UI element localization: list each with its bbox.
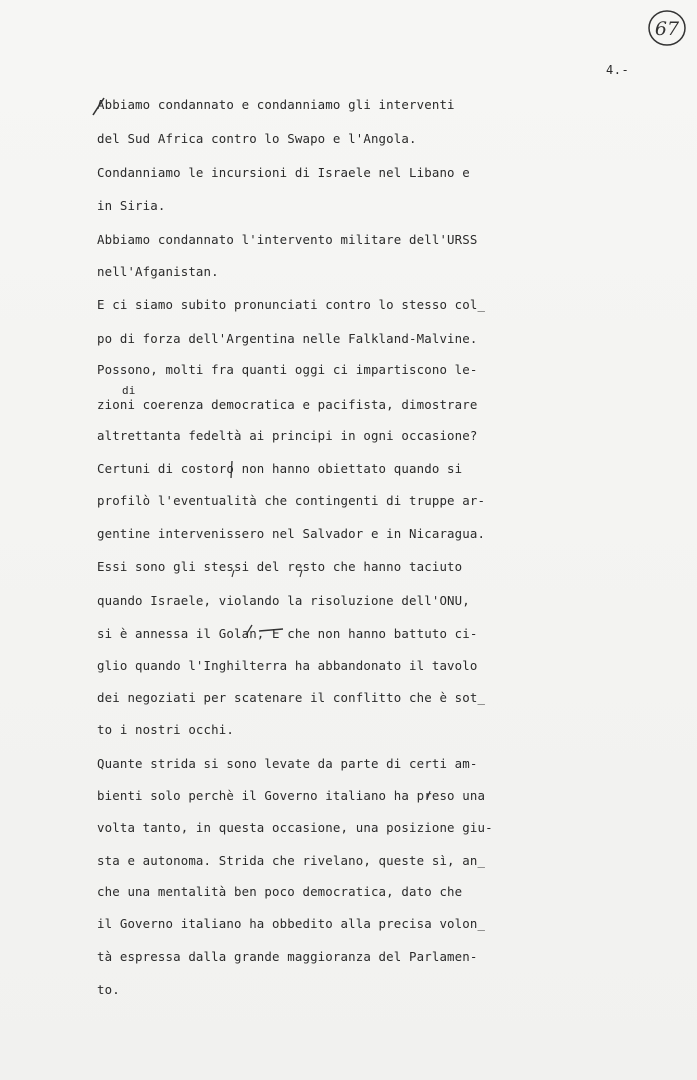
text-line: Abbiamo condannato l'intervento militare dell'URSS bbox=[97, 232, 478, 247]
text-line: Possono, molti fra quanti oggi ci impartiscono le- bbox=[97, 362, 478, 377]
text-line: gentine intervenissero nel Salvador e in Nicaragua. bbox=[97, 526, 486, 541]
text-line: bienti solo perchè il Governo italiano ha preso una bbox=[97, 788, 486, 803]
text-line: si è annessa il Golan, E che non hanno battuto ci- bbox=[97, 626, 478, 641]
text-line: dei negoziati per scatenare il conflitto che è sot_ bbox=[97, 690, 486, 705]
text-line: in Siria. bbox=[97, 198, 166, 213]
text-line: profilò l'eventualità che contingenti di truppe ar- bbox=[97, 493, 486, 508]
text-line: altrettanta fedeltà ai principi in ogni occasione? bbox=[97, 428, 478, 443]
text-line: E ci siamo subito pronunciati contro lo stesso col_ bbox=[97, 297, 486, 312]
handwritten-insertion: di bbox=[122, 384, 136, 397]
text-line: che una mentalità ben poco democratica, dato che bbox=[97, 884, 463, 899]
text-line: Essi sono gli stessi del resto che hanno taciuto bbox=[97, 559, 463, 574]
text-line: il Governo italiano ha obbedito alla precisa volon_ bbox=[97, 916, 486, 931]
text-line: nell'Afganistan. bbox=[97, 264, 219, 279]
text-line: glio quando l'Inghilterra ha abbandonato il tavolo bbox=[97, 658, 478, 673]
text-line: Abbiamo condannato e condanniamo gli interventi bbox=[97, 97, 455, 112]
text-line: sta e autonoma. Strida che rivelano, queste sì, an_ bbox=[97, 853, 486, 868]
text-line: tà espressa dalla grande maggioranza del Parlamen- bbox=[97, 949, 478, 964]
text-line: zioni coerenza democratica e pacifista, dimostrare bbox=[97, 397, 478, 412]
text-line: Certuni di costoro non hanno obiettato quando si bbox=[97, 461, 463, 476]
text-line: Condanniamo le incursioni di Israele nel Libano e bbox=[97, 165, 470, 180]
text-line: to. bbox=[97, 982, 120, 997]
text-line: Quante strida si sono levate da parte di certi am- bbox=[97, 756, 478, 771]
text-line: quando Israele, violando la risoluzione dell'ONU, bbox=[97, 593, 470, 608]
text-line: volta tanto, in questa occasione, una posizione giu- bbox=[97, 820, 493, 835]
text-line: del Sud Africa contro lo Swapo e l'Angola. bbox=[97, 131, 417, 146]
page-number: 4.- bbox=[606, 63, 630, 77]
text-line: po di forza dell'Argentina nelle Falkland-Malvine. bbox=[97, 331, 478, 346]
text-line: to i nostri occhi. bbox=[97, 722, 234, 737]
folio-number: 67 bbox=[654, 18, 680, 40]
